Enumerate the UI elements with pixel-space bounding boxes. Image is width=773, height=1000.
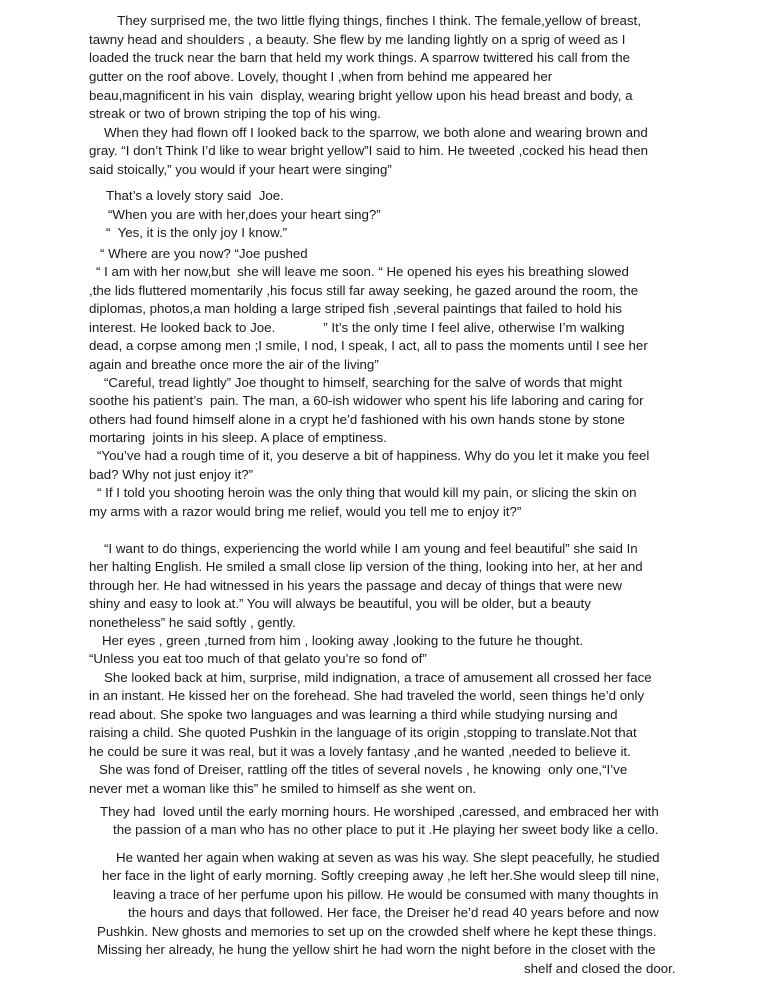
text-line: mortaring joints in his sleep. A place of emptiness. [89, 430, 387, 445]
text-line: her halting English. He smiled a small close lip version of the thing, looking into her, at her and [89, 559, 643, 574]
text-line: “Unless you eat too much of that gelato you’re so fond of” [89, 651, 427, 666]
text-line: “When you are with her,does your heart sing?” [108, 207, 381, 222]
text-line: through her. He had witnessed in his years the passage and decay of things that were new [89, 578, 622, 593]
text-line: never met a woman like this” he smiled to himself as she went on. [89, 781, 477, 796]
text-line: interest. He looked back to Joe. ” It’s the only time I feel alive, otherwise I’m walking [89, 320, 625, 335]
text-line: my arms with a razor would bring me relief, would you tell me to enjoy it?” [89, 504, 522, 519]
text-line: in an instant. He kissed her on the forehead. She had traveled the world, seen things he’d only [89, 688, 645, 703]
text-line: streak or two of brown striping the top of his wing. [89, 106, 381, 121]
text-line: read about. She spoke two languages and was learning a third while studying nursing and [89, 707, 618, 722]
text-line: dead, a corpse among men ;I smile, I nod, I speak, I act, all to pass the moments until I see her [89, 338, 648, 353]
text-line: ,the lids fluttered momentarily ,his focus still far away seeking, he gazed around the room, the [89, 283, 639, 298]
text-line: shiny and easy to look at.” You will always be beautiful, you will be older, but a beauty [89, 596, 591, 611]
text-line: diplomas, photos,a man holding a large striped fish ,several paintings that failed to hold his [89, 301, 622, 316]
text-line: others had found himself alone in a crypt he’d fashioned with his own hands stone by stone [89, 412, 625, 427]
text-line: gray. “I don’t Think I’d like to wear bright yellow”I said to him. He tweeted ,cocked his head then [89, 143, 648, 158]
text-line: She looked back at him, surprise, mild indignation, a trace of amusement all crossed her face [104, 670, 652, 685]
text-line: said stoically,” you would if your heart were singing” [89, 162, 392, 177]
text-line: Pushkin. New ghosts and memories to set up on the crowded shelf where he kept these things. [97, 924, 657, 939]
text-line: “Careful, tread lightly” Joe thought to himself, searching for the salve of words that might [104, 375, 623, 390]
text-line: Her eyes , green ,turned from him , looking away ,looking to the future he thought. [102, 633, 584, 648]
text-line: That’s a lovely story said Joe. [106, 188, 284, 203]
text-line: “I want to do things, experiencing the world while I am young and feel beautiful” she said In [104, 541, 638, 556]
text-line: her face in the light of early morning. Softly creeping away ,he left her.She would sleep till nine, [102, 868, 660, 883]
text-line: “ I am with her now,but she will leave me soon. “ He opened his eyes his breathing slowed [96, 264, 629, 279]
text-line: “ Yes, it is the only joy I know.” [106, 225, 288, 240]
text-line: the hours and days that followed. Her face, the Dreiser he’d read 40 years before and now [128, 905, 659, 920]
text-line: “You’ve had a rough time of it, you deserve a bit of happiness. Why do you let it make you feel [97, 448, 650, 463]
text-line: They surprised me, the two little flying things, finches I think. The female,yellow of breast, [110, 13, 641, 28]
text-line: Missing her already, he hung the yellow shirt he had worn the night before in the closet with the [97, 942, 656, 957]
text-line: loaded the truck near the barn that held my work things. A sparrow twittered his call from the [89, 50, 631, 65]
text-line: When they had flown off I looked back to the sparrow, we both alone and wearing brown and [104, 125, 648, 140]
text-line: again and breathe once more the air of the living” [89, 357, 379, 372]
text-line: “ Where are you now? “Joe pushed [100, 246, 308, 261]
text-line: “ If I told you shooting heroin was the only thing that would kill my pain, or slicing the skin on [97, 485, 637, 500]
text-line: leaving a trace of her perfume upon his pillow. He would be consumed with many thoughts in [113, 887, 659, 902]
text-line: beau,magnificent in his vain display, wearing bright yellow upon his head breast and body, a [89, 88, 633, 103]
text-line: raising a child. She quoted Pushkin in the language of its origin ,stopping to translate.Not that [89, 725, 637, 740]
text-line: He wanted her again when waking at seven as was his way. She slept peacefully, he studied [116, 850, 660, 865]
text-line: tawny head and shoulders , a beauty. She flew by me landing lightly on a sprig of weed as I [89, 32, 626, 47]
text-line: shelf and closed the door. [524, 961, 676, 976]
text-line: She was fond of Dreiser, rattling off the titles of several novels , he knowing only one,“I’ve [99, 762, 628, 777]
text-line: the passion of a man who has no other place to put it .He playing her sweet body like a cello. [113, 822, 659, 837]
text-line: gutter on the roof above. Lovely, thought I ,when from behind me appeared her [89, 69, 553, 84]
text-line: he could be sure it was real, but it was a lovely fantasy ,and he wanted ,needed to believe it. [89, 744, 631, 759]
text-line: They had loved until the early morning hours. He worshiped ,caressed, and embraced her with [100, 804, 659, 819]
text-line: nonetheless” he said softly , gently. [89, 615, 296, 630]
text-line: soothe his patient’s pain. The man, a 60-ish widower who spent his life laboring and caring for [89, 393, 644, 408]
text-line: bad? Why not just enjoy it?” [89, 467, 254, 482]
